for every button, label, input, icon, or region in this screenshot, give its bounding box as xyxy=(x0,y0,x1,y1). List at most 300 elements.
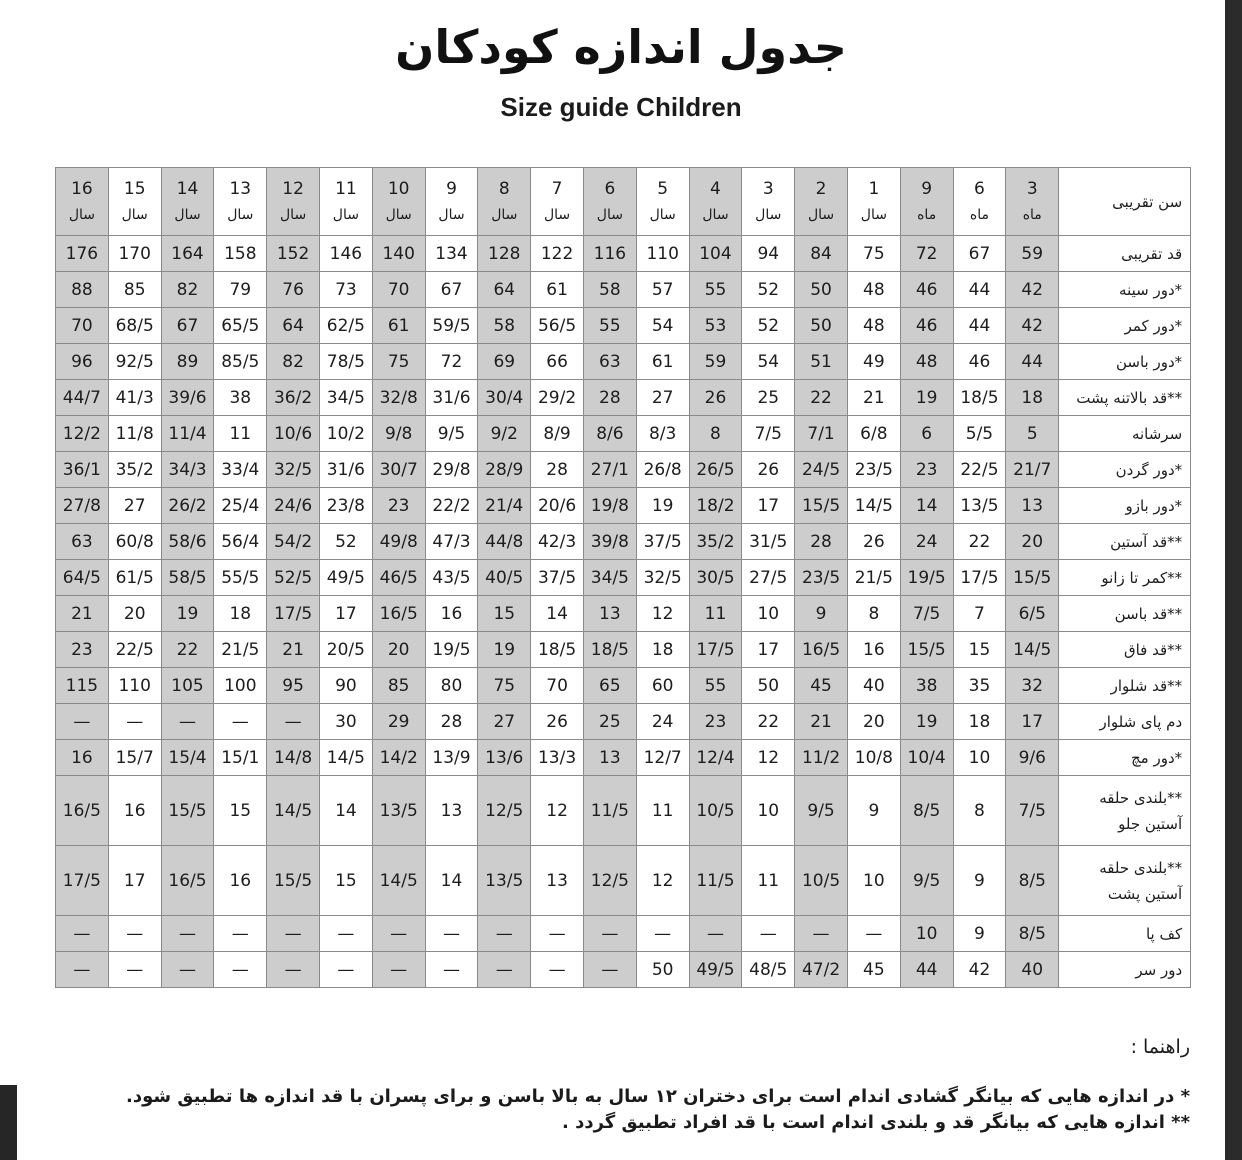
table-row xyxy=(56,236,1191,272)
table-cell: 95 xyxy=(267,668,320,704)
table-cell: 18 xyxy=(1006,380,1059,416)
table-cell: 14/5 xyxy=(372,846,425,916)
table-cell: 30/5 xyxy=(689,560,742,596)
table-cell: 61/5 xyxy=(108,560,161,596)
age-unit: سال xyxy=(807,206,835,223)
size-guide-sheet xyxy=(17,0,1225,1160)
age-unit: سال xyxy=(702,206,729,223)
table-cell: 36/1 xyxy=(56,452,109,488)
age-cell xyxy=(425,168,478,236)
table-cell: 11 xyxy=(742,846,795,916)
table-cell: 7 xyxy=(953,596,1006,632)
table-cell: 13 xyxy=(583,740,636,776)
table-cell: 13/6 xyxy=(478,740,531,776)
table-cell: 8 xyxy=(953,776,1006,846)
table-cell: 59 xyxy=(1006,236,1059,272)
table-cell: 14 xyxy=(319,776,372,846)
table-cell: 100 xyxy=(214,668,267,704)
table-cell: 146 xyxy=(319,236,372,272)
row-label: **کمر تا زانو xyxy=(1059,560,1191,596)
row-label: قد تقریبی xyxy=(1059,236,1191,272)
table-cell: 49/5 xyxy=(689,952,742,988)
table-cell: 59/5 xyxy=(425,308,478,344)
table-row xyxy=(56,560,1191,596)
table-cell: — xyxy=(372,952,425,988)
table-cell: 89 xyxy=(161,344,214,380)
table-cell: 43/5 xyxy=(425,560,478,596)
table-cell: 19 xyxy=(636,488,689,524)
age-cell xyxy=(689,168,742,236)
table-cell: 10 xyxy=(847,846,900,916)
table-cell: 90 xyxy=(319,668,372,704)
age-number: 1 xyxy=(868,178,880,199)
row-label: **قد آستین xyxy=(1059,524,1191,560)
table-cell: 55/5 xyxy=(214,560,267,596)
table-cell: 42 xyxy=(953,952,1006,988)
table-cell: 24 xyxy=(636,704,689,740)
row-label: *دور سینه xyxy=(1059,272,1191,308)
table-cell: 13/3 xyxy=(531,740,584,776)
row-label: **قد فاق xyxy=(1059,632,1191,668)
table-cell: 27 xyxy=(108,488,161,524)
table-cell: 42 xyxy=(1006,272,1059,308)
age-cell xyxy=(478,168,531,236)
table-cell: — xyxy=(847,916,900,952)
table-cell: 14 xyxy=(531,596,584,632)
row-label: *دور گردن xyxy=(1059,452,1191,488)
table-cell: 82 xyxy=(161,272,214,308)
table-cell: 15/5 xyxy=(900,632,953,668)
table-cell: 13 xyxy=(1006,488,1059,524)
table-cell: 26 xyxy=(847,524,900,560)
table-cell: 29/8 xyxy=(425,452,478,488)
table-row xyxy=(56,524,1191,560)
table-cell: 82 xyxy=(267,344,320,380)
table-cell: 72 xyxy=(900,236,953,272)
table-cell: 12 xyxy=(742,740,795,776)
table-cell: 16 xyxy=(425,596,478,632)
age-unit: سال xyxy=(385,206,412,223)
table-cell: 27/8 xyxy=(56,488,109,524)
table-cell: 20 xyxy=(372,632,425,668)
table-cell: 9/5 xyxy=(900,846,953,916)
table-cell: — xyxy=(531,952,584,988)
table-cell: 21/5 xyxy=(214,632,267,668)
table-cell: 65/5 xyxy=(214,308,267,344)
table-cell: — xyxy=(161,952,214,988)
age-row xyxy=(56,168,1191,236)
row-label: **بلندی حلقه آستین پشت xyxy=(1059,846,1191,916)
table-cell: 25 xyxy=(742,380,795,416)
size-table xyxy=(55,167,1191,988)
table-cell: 5/5 xyxy=(953,416,1006,452)
table-cell: 11/4 xyxy=(161,416,214,452)
table-cell: 50 xyxy=(795,308,848,344)
table-cell: 17 xyxy=(742,632,795,668)
table-cell: 5 xyxy=(1006,416,1059,452)
table-cell: 164 xyxy=(161,236,214,272)
table-cell: 11/5 xyxy=(583,776,636,846)
table-row xyxy=(56,380,1191,416)
age-unit: سال xyxy=(68,206,95,223)
table-cell: 24/6 xyxy=(267,488,320,524)
row-label: دور سر xyxy=(1059,952,1191,988)
table-cell: 10 xyxy=(742,776,795,846)
table-cell: 8/6 xyxy=(583,416,636,452)
table-cell: 35/2 xyxy=(108,452,161,488)
age-cell xyxy=(161,168,214,236)
table-cell: 20 xyxy=(1006,524,1059,560)
table-cell: 23/5 xyxy=(847,452,900,488)
table-cell: 73 xyxy=(319,272,372,308)
table-cell: 23/8 xyxy=(319,488,372,524)
table-cell: 15/4 xyxy=(161,740,214,776)
table-cell: 13/5 xyxy=(478,846,531,916)
left-edge xyxy=(0,0,17,1160)
table-cell: — xyxy=(319,916,372,952)
table-cell: 10/5 xyxy=(795,846,848,916)
table-cell: 55 xyxy=(689,272,742,308)
table-cell: 9 xyxy=(795,596,848,632)
age-unit: سال xyxy=(227,206,254,223)
table-cell: 8 xyxy=(689,416,742,452)
table-cell: 39/8 xyxy=(583,524,636,560)
table-cell: 64/5 xyxy=(56,560,109,596)
age-cell xyxy=(531,168,584,236)
age-number: 16 xyxy=(71,178,93,199)
table-row xyxy=(56,596,1191,632)
table-cell: — xyxy=(372,916,425,952)
table-cell: 15 xyxy=(478,596,531,632)
table-cell: 34/5 xyxy=(583,560,636,596)
table-cell: 18/2 xyxy=(689,488,742,524)
table-cell: 19/8 xyxy=(583,488,636,524)
table-cell: 61 xyxy=(636,344,689,380)
table-cell: 45 xyxy=(795,668,848,704)
table-cell: 26/2 xyxy=(161,488,214,524)
table-cell: 8/3 xyxy=(636,416,689,452)
table-cell: 18 xyxy=(636,632,689,668)
table-cell: — xyxy=(583,952,636,988)
table-cell: 10 xyxy=(742,596,795,632)
table-cell: 23/5 xyxy=(795,560,848,596)
age-cell xyxy=(214,168,267,236)
age-unit: سال xyxy=(174,206,201,223)
table-cell: 67 xyxy=(425,272,478,308)
table-cell: 22 xyxy=(161,632,214,668)
table-cell: 9/6 xyxy=(1006,740,1059,776)
table-cell: 32/5 xyxy=(636,560,689,596)
table-cell: 39/6 xyxy=(161,380,214,416)
table-cell: 26 xyxy=(742,452,795,488)
table-cell: 42 xyxy=(1006,308,1059,344)
table-row xyxy=(56,916,1191,952)
table-cell: — xyxy=(267,952,320,988)
table-cell: — xyxy=(56,952,109,988)
table-cell: 17 xyxy=(1006,704,1059,740)
table-cell: 28 xyxy=(795,524,848,560)
table-cell: 85/5 xyxy=(214,344,267,380)
table-cell: 16 xyxy=(56,740,109,776)
age-cell xyxy=(636,168,689,236)
table-row xyxy=(56,776,1191,846)
table-cell: 46 xyxy=(953,344,1006,380)
table-cell: 42/3 xyxy=(531,524,584,560)
table-cell: 14/5 xyxy=(319,740,372,776)
table-cell: 12/2 xyxy=(56,416,109,452)
page-title: جدول اندازه کودکان xyxy=(395,20,847,74)
table-row xyxy=(56,668,1191,704)
table-cell: 65 xyxy=(583,668,636,704)
row-label: دم پای شلوار xyxy=(1059,704,1191,740)
age-number: 3 xyxy=(1026,178,1038,199)
table-cell: 28 xyxy=(583,380,636,416)
table-row xyxy=(56,416,1191,452)
age-number: 11 xyxy=(335,178,357,199)
age-number: 8 xyxy=(498,178,510,199)
table-cell: 32/5 xyxy=(267,452,320,488)
table-cell: 49/8 xyxy=(372,524,425,560)
table-cell: — xyxy=(742,916,795,952)
age-cell xyxy=(319,168,372,236)
table-cell: 9/8 xyxy=(372,416,425,452)
table-cell: — xyxy=(425,916,478,952)
table-cell: 68/5 xyxy=(108,308,161,344)
table-cell: 26 xyxy=(689,380,742,416)
table-cell: 14/2 xyxy=(372,740,425,776)
table-cell: — xyxy=(636,916,689,952)
table-cell: — xyxy=(531,916,584,952)
table-cell: 9 xyxy=(953,846,1006,916)
table-cell: 8 xyxy=(847,596,900,632)
table-cell: 16/5 xyxy=(372,596,425,632)
table-cell: 7/1 xyxy=(795,416,848,452)
table-cell: — xyxy=(161,704,214,740)
table-cell: 8/5 xyxy=(1006,846,1059,916)
table-cell: 105 xyxy=(161,668,214,704)
table-cell: 34/3 xyxy=(161,452,214,488)
table-cell: 21/4 xyxy=(478,488,531,524)
guide-note-length: ** اندازه هایی که بیانگر قد و بلندی اندام است با قد افراد تطبیق گردد . xyxy=(562,1112,1190,1133)
table-cell: 27/1 xyxy=(583,452,636,488)
table-cell: 22 xyxy=(795,380,848,416)
table-cell: 48 xyxy=(847,308,900,344)
table-cell: 6 xyxy=(900,416,953,452)
page-subtitle: Size guide Children xyxy=(500,92,742,122)
table-cell: 72 xyxy=(425,344,478,380)
table-cell: 22/5 xyxy=(108,632,161,668)
table-cell: 16 xyxy=(214,846,267,916)
age-number: 5 xyxy=(657,178,669,199)
table-cell: 17/5 xyxy=(56,846,109,916)
table-cell: 19 xyxy=(900,380,953,416)
table-cell: 22 xyxy=(953,524,1006,560)
table-row xyxy=(56,344,1191,380)
table-cell: 64 xyxy=(267,308,320,344)
table-cell: 13 xyxy=(583,596,636,632)
table-cell: 8/9 xyxy=(531,416,584,452)
row-label: **بلندی حلقه آستین جلو xyxy=(1059,776,1191,846)
table-cell: 50 xyxy=(636,952,689,988)
table-cell: 8/5 xyxy=(900,776,953,846)
table-cell: 58/6 xyxy=(161,524,214,560)
table-cell: 36/2 xyxy=(267,380,320,416)
table-cell: 9/5 xyxy=(795,776,848,846)
table-cell: 52 xyxy=(742,308,795,344)
table-cell: 60 xyxy=(636,668,689,704)
table-cell: 15 xyxy=(214,776,267,846)
table-cell: 69 xyxy=(478,344,531,380)
table-cell: 15 xyxy=(319,846,372,916)
table-cell: 20/5 xyxy=(319,632,372,668)
table-cell: 12/5 xyxy=(583,846,636,916)
table-cell: 28 xyxy=(531,452,584,488)
table-cell: 13/5 xyxy=(953,488,1006,524)
age-number: 9 xyxy=(446,178,457,199)
table-cell: 21 xyxy=(847,380,900,416)
table-cell: — xyxy=(478,952,531,988)
table-cell: 110 xyxy=(108,668,161,704)
table-cell: 14/5 xyxy=(267,776,320,846)
table-cell: 158 xyxy=(214,236,267,272)
table-cell: 122 xyxy=(531,236,584,272)
table-cell: 20/6 xyxy=(531,488,584,524)
table-cell: 14/8 xyxy=(267,740,320,776)
table-cell: — xyxy=(478,916,531,952)
table-cell: 40 xyxy=(847,668,900,704)
table-cell: 41/3 xyxy=(108,380,161,416)
table-cell: 15/5 xyxy=(161,776,214,846)
table-row xyxy=(56,632,1191,668)
age-cell xyxy=(900,168,953,236)
table-cell: 75 xyxy=(372,344,425,380)
table-cell: 21/5 xyxy=(847,560,900,596)
table-cell: — xyxy=(267,916,320,952)
table-cell: 38 xyxy=(900,668,953,704)
table-cell: 21 xyxy=(56,596,109,632)
table-cell: 7/5 xyxy=(742,416,795,452)
table-cell: 50 xyxy=(742,668,795,704)
table-cell: 17/5 xyxy=(267,596,320,632)
table-cell: 15 xyxy=(953,632,1006,668)
age-number: 7 xyxy=(551,178,563,199)
table-cell: 11 xyxy=(214,416,267,452)
table-cell: 45 xyxy=(847,952,900,988)
table-cell: 22/5 xyxy=(953,452,1006,488)
table-cell: — xyxy=(583,916,636,952)
age-cell xyxy=(108,168,161,236)
table-cell: 64 xyxy=(478,272,531,308)
table-cell: 13/5 xyxy=(372,776,425,846)
table-cell: 10 xyxy=(953,740,1006,776)
table-cell: 48/5 xyxy=(742,952,795,988)
age-cell xyxy=(267,168,320,236)
age-unit: ماه xyxy=(1022,206,1042,223)
table-cell: 22 xyxy=(742,704,795,740)
table-cell: 10/4 xyxy=(900,740,953,776)
table-cell: 11/2 xyxy=(795,740,848,776)
table-cell: 9/5 xyxy=(425,416,478,452)
table-cell: 16 xyxy=(108,776,161,846)
table-cell: 27 xyxy=(636,380,689,416)
table-cell: 23 xyxy=(372,488,425,524)
table-cell: 51 xyxy=(795,344,848,380)
table-cell: 56/5 xyxy=(531,308,584,344)
age-cell xyxy=(372,168,425,236)
table-cell: 15/7 xyxy=(108,740,161,776)
table-cell: 27 xyxy=(478,704,531,740)
table-cell: 24/5 xyxy=(795,452,848,488)
table-cell: 21/7 xyxy=(1006,452,1059,488)
table-cell: 13 xyxy=(531,846,584,916)
table-cell: 58/5 xyxy=(161,560,214,596)
table-row xyxy=(56,308,1191,344)
table-cell: 94 xyxy=(742,236,795,272)
table-cell: 53 xyxy=(689,308,742,344)
table-cell: 21 xyxy=(795,704,848,740)
table-cell: — xyxy=(56,704,109,740)
table-cell: 92/5 xyxy=(108,344,161,380)
table-cell: — xyxy=(214,704,267,740)
table-cell: 13 xyxy=(425,776,478,846)
table-cell: — xyxy=(425,952,478,988)
table-row xyxy=(56,846,1191,916)
table-cell: 34/5 xyxy=(319,380,372,416)
age-number: 14 xyxy=(176,178,199,199)
table-cell: 59 xyxy=(689,344,742,380)
table-row xyxy=(56,452,1191,488)
table-cell: 32/8 xyxy=(372,380,425,416)
row-label: *دور کمر xyxy=(1059,308,1191,344)
table-cell: 17/5 xyxy=(689,632,742,668)
age-number: 6 xyxy=(974,178,985,199)
age-unit: سال xyxy=(755,206,782,223)
table-cell: 30/4 xyxy=(478,380,531,416)
table-cell: 13/9 xyxy=(425,740,478,776)
age-number: 4 xyxy=(710,178,721,199)
table-cell: — xyxy=(214,952,267,988)
table-cell: 152 xyxy=(267,236,320,272)
table-cell: 40 xyxy=(1006,952,1059,988)
table-cell: 44/7 xyxy=(56,380,109,416)
table-cell: 88 xyxy=(56,272,109,308)
table-cell: — xyxy=(56,916,109,952)
table-cell: 84 xyxy=(795,236,848,272)
table-cell: 44/8 xyxy=(478,524,531,560)
table-cell: 56/4 xyxy=(214,524,267,560)
table-cell: 128 xyxy=(478,236,531,272)
table-cell: 54 xyxy=(636,308,689,344)
table-cell: 78/5 xyxy=(319,344,372,380)
table-cell: 12 xyxy=(636,846,689,916)
table-cell: 47/2 xyxy=(795,952,848,988)
table-cell: 11/5 xyxy=(689,846,742,916)
table-cell: 29/2 xyxy=(531,380,584,416)
table-row xyxy=(56,488,1191,524)
table-cell: 29 xyxy=(372,704,425,740)
age-cell xyxy=(795,168,848,236)
table-cell: 15/5 xyxy=(1006,560,1059,596)
age-number: 15 xyxy=(123,178,146,199)
table-cell: 8/5 xyxy=(1006,916,1059,952)
guide-title: راهنما : xyxy=(1130,1036,1190,1058)
age-number: 3 xyxy=(762,178,774,199)
table-cell: 134 xyxy=(425,236,478,272)
age-unit: سال xyxy=(860,206,887,223)
table-cell: — xyxy=(108,952,161,988)
table-cell: 75 xyxy=(478,668,531,704)
table-cell: 9 xyxy=(847,776,900,846)
